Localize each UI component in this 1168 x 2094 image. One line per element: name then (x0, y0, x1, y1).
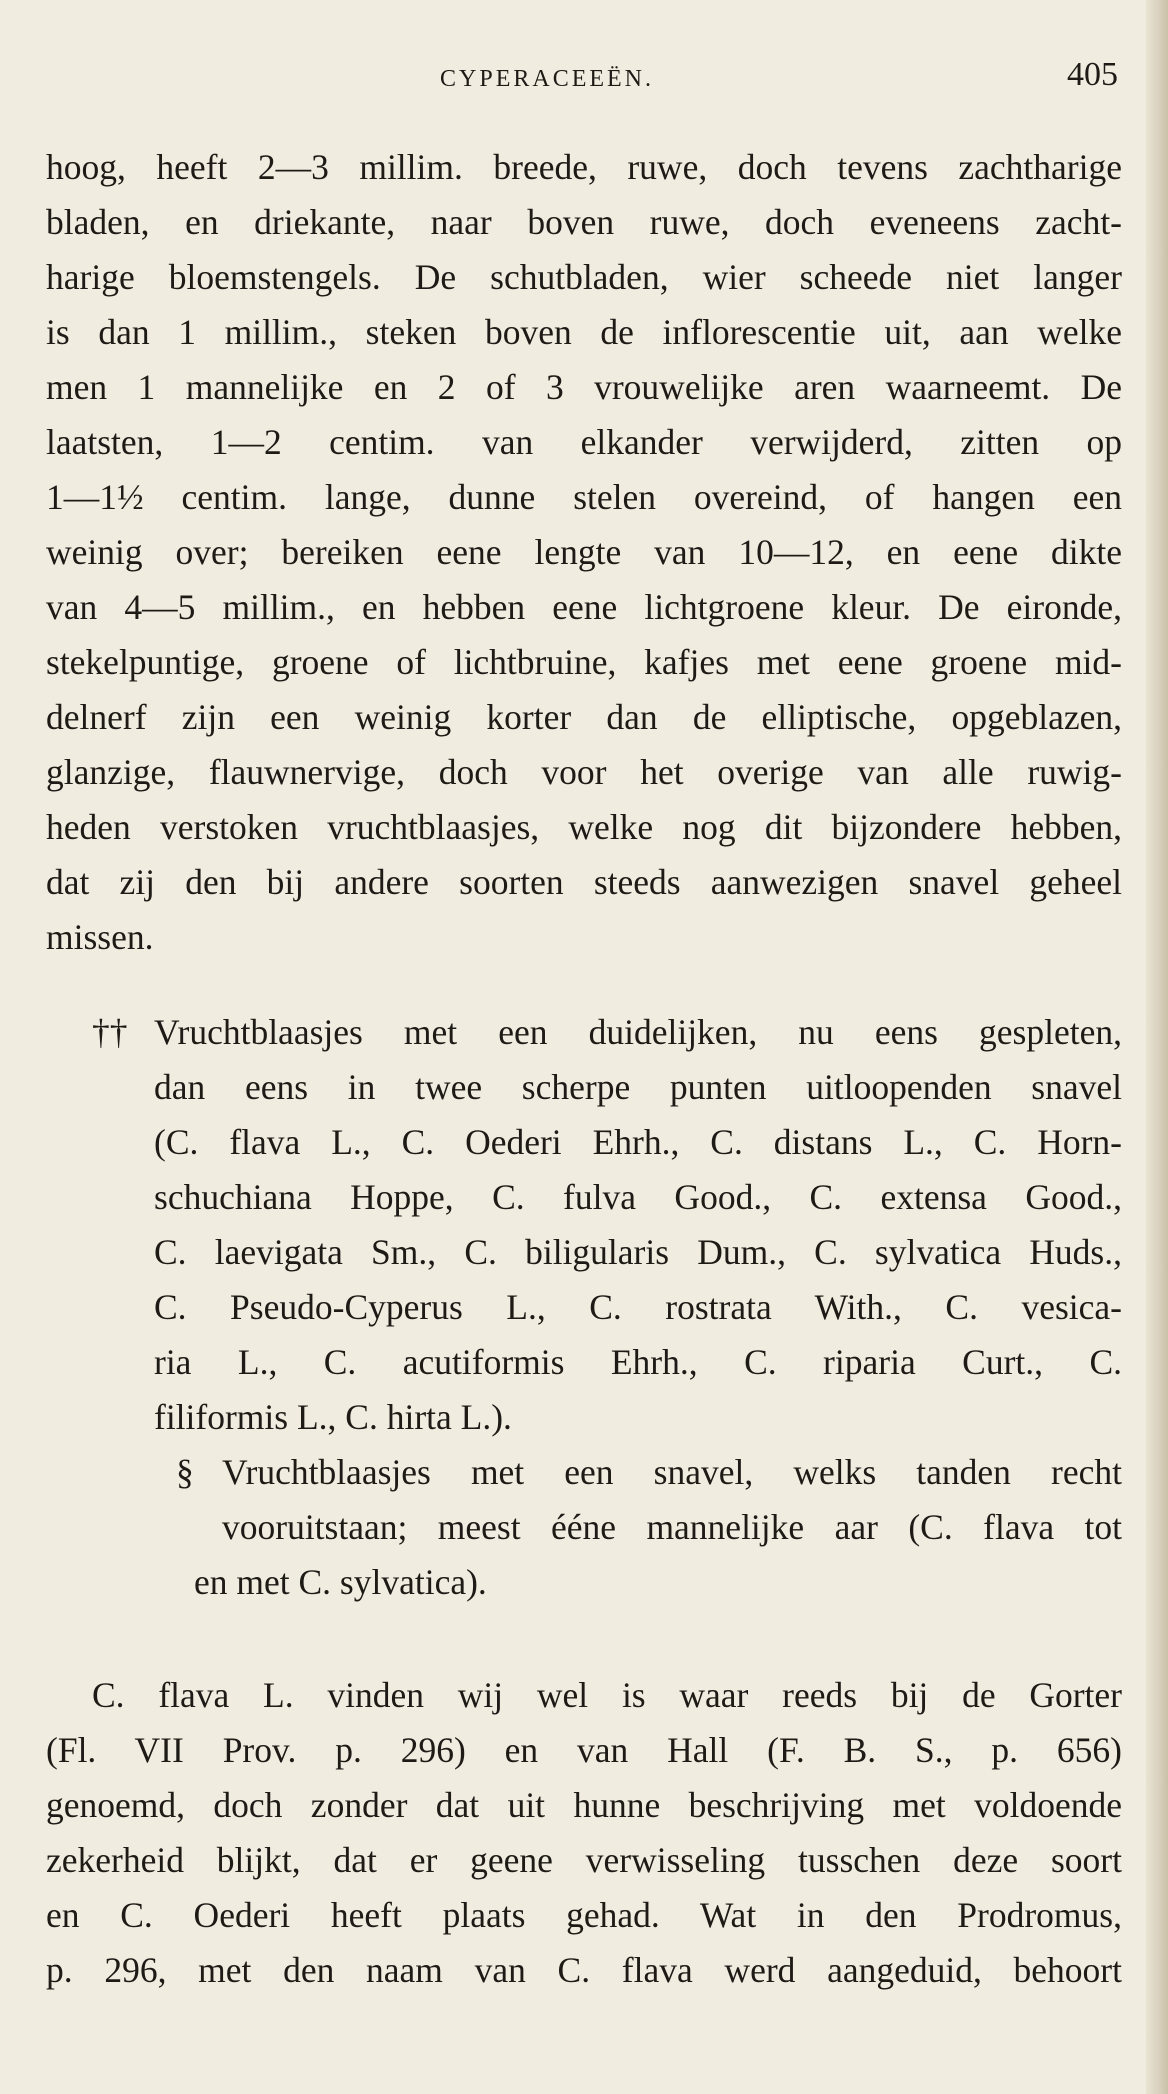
text-line: C. flava L. vinden wij wel is waar reeds bij de Gorter (92, 1675, 1122, 1715)
key-line: filiformis L., C. hirta L.). (154, 1397, 512, 1437)
key-line: ria L., C. acutiformis Ehrh., C. riparia Curt., C. (154, 1342, 1122, 1382)
text-line: p. 296, met den naam van C. flava werd aangeduid, behoort (46, 1950, 1122, 1990)
text-line: (Fl. VII Prov. p. 296) en van Hall (F. B. S., p. 656) (46, 1730, 1122, 1770)
key-line: schuchiana Hoppe, C. fulva Good., C. extensa Good., (154, 1177, 1122, 1217)
section-mark: § (176, 1452, 194, 1492)
key-entry-double-dagger (46, 1005, 1122, 1445)
text-line: hoog, heeft 2—3 millim. breede, ruwe, doch tevens zachtharige (46, 147, 1122, 187)
text-line: heden verstoken vruchtblaasjes, welke nog dit bijzondere hebben, (46, 807, 1122, 847)
text-line: van 4—5 millim., en hebben eene lichtgroene kleur. De eironde, (46, 587, 1122, 627)
page-number: 405 (1067, 56, 1118, 93)
key-line: C. Pseudo-Cyperus L., C. rostrata With., C. vesica- (154, 1287, 1122, 1327)
text-line: is dan 1 millim., steken boven de inflorescentie uit, aan welke (46, 312, 1122, 352)
section-line: en met C. sylvatica). (194, 1562, 487, 1602)
text-line: laatsten, 1—2 centim. van elkander verwijderd, zitten op (46, 422, 1122, 462)
section-line: Vruchtblaasjes met een snavel, welks tanden recht (222, 1452, 1122, 1492)
text-line: zekerheid blijkt, dat er geene verwisseling tusschen deze soort (46, 1840, 1122, 1880)
text-line: dat zij den bij andere soorten steeds aanwezigen snavel geheel (46, 862, 1122, 902)
text-line: glanzige, flauwnervige, doch voor het overige van alle ruwig- (46, 752, 1122, 792)
key-line: C. laevigata Sm., C. biligularis Dum., C. sylvatica Huds., (154, 1232, 1122, 1272)
body-text (46, 140, 1122, 1998)
text-line: en C. Oederi heeft plaats gehad. Wat in den Prodromus, (46, 1895, 1122, 1935)
text-line: bladen, en driekante, naar boven ruwe, doch eveneens zacht- (46, 202, 1122, 242)
text-line: 1—1½ centim. lange, dunne stelen overeind, of hangen een (46, 477, 1122, 517)
page-header (0, 56, 1168, 100)
page-edge-shadow (1146, 0, 1168, 2094)
text-line: stekelpuntige, groene of lichtbruine, kafjes met eene groene mid- (46, 642, 1122, 682)
key-line: (C. flava L., C. Oederi Ehrh., C. distans L., C. Horn- (154, 1122, 1122, 1162)
text-line: missen. (46, 917, 154, 957)
double-dagger-mark: †† (92, 1012, 128, 1052)
text-line: men 1 mannelijke en 2 of 3 vrouwelijke aren waarneemt. De (46, 367, 1122, 407)
key-line: dan eens in twee scherpe punten uitloopenden snavel (154, 1067, 1122, 1107)
running-title: CYPERACEEËN. (440, 66, 655, 92)
paragraph-discussion (46, 1668, 1122, 1998)
text-line: delnerf zijn een weinig korter dan de elliptische, opgeblazen, (46, 697, 1122, 737)
key-entry-section (46, 1445, 1122, 1610)
paragraph-description (46, 140, 1122, 965)
text-line: genoemd, doch zonder dat uit hunne beschrijving met voldoende (46, 1785, 1122, 1825)
key-line: Vruchtblaasjes met een duidelijken, nu eens gespleten, (154, 1012, 1122, 1052)
text-line: harige bloemstengels. De schutbladen, wier scheede niet langer (46, 257, 1122, 297)
section-line: vooruitstaan; meest ééne mannelijke aar (C. flava tot (222, 1507, 1122, 1547)
text-line: weinig over; bereiken eene lengte van 10—12, en eene dikte (46, 532, 1122, 572)
